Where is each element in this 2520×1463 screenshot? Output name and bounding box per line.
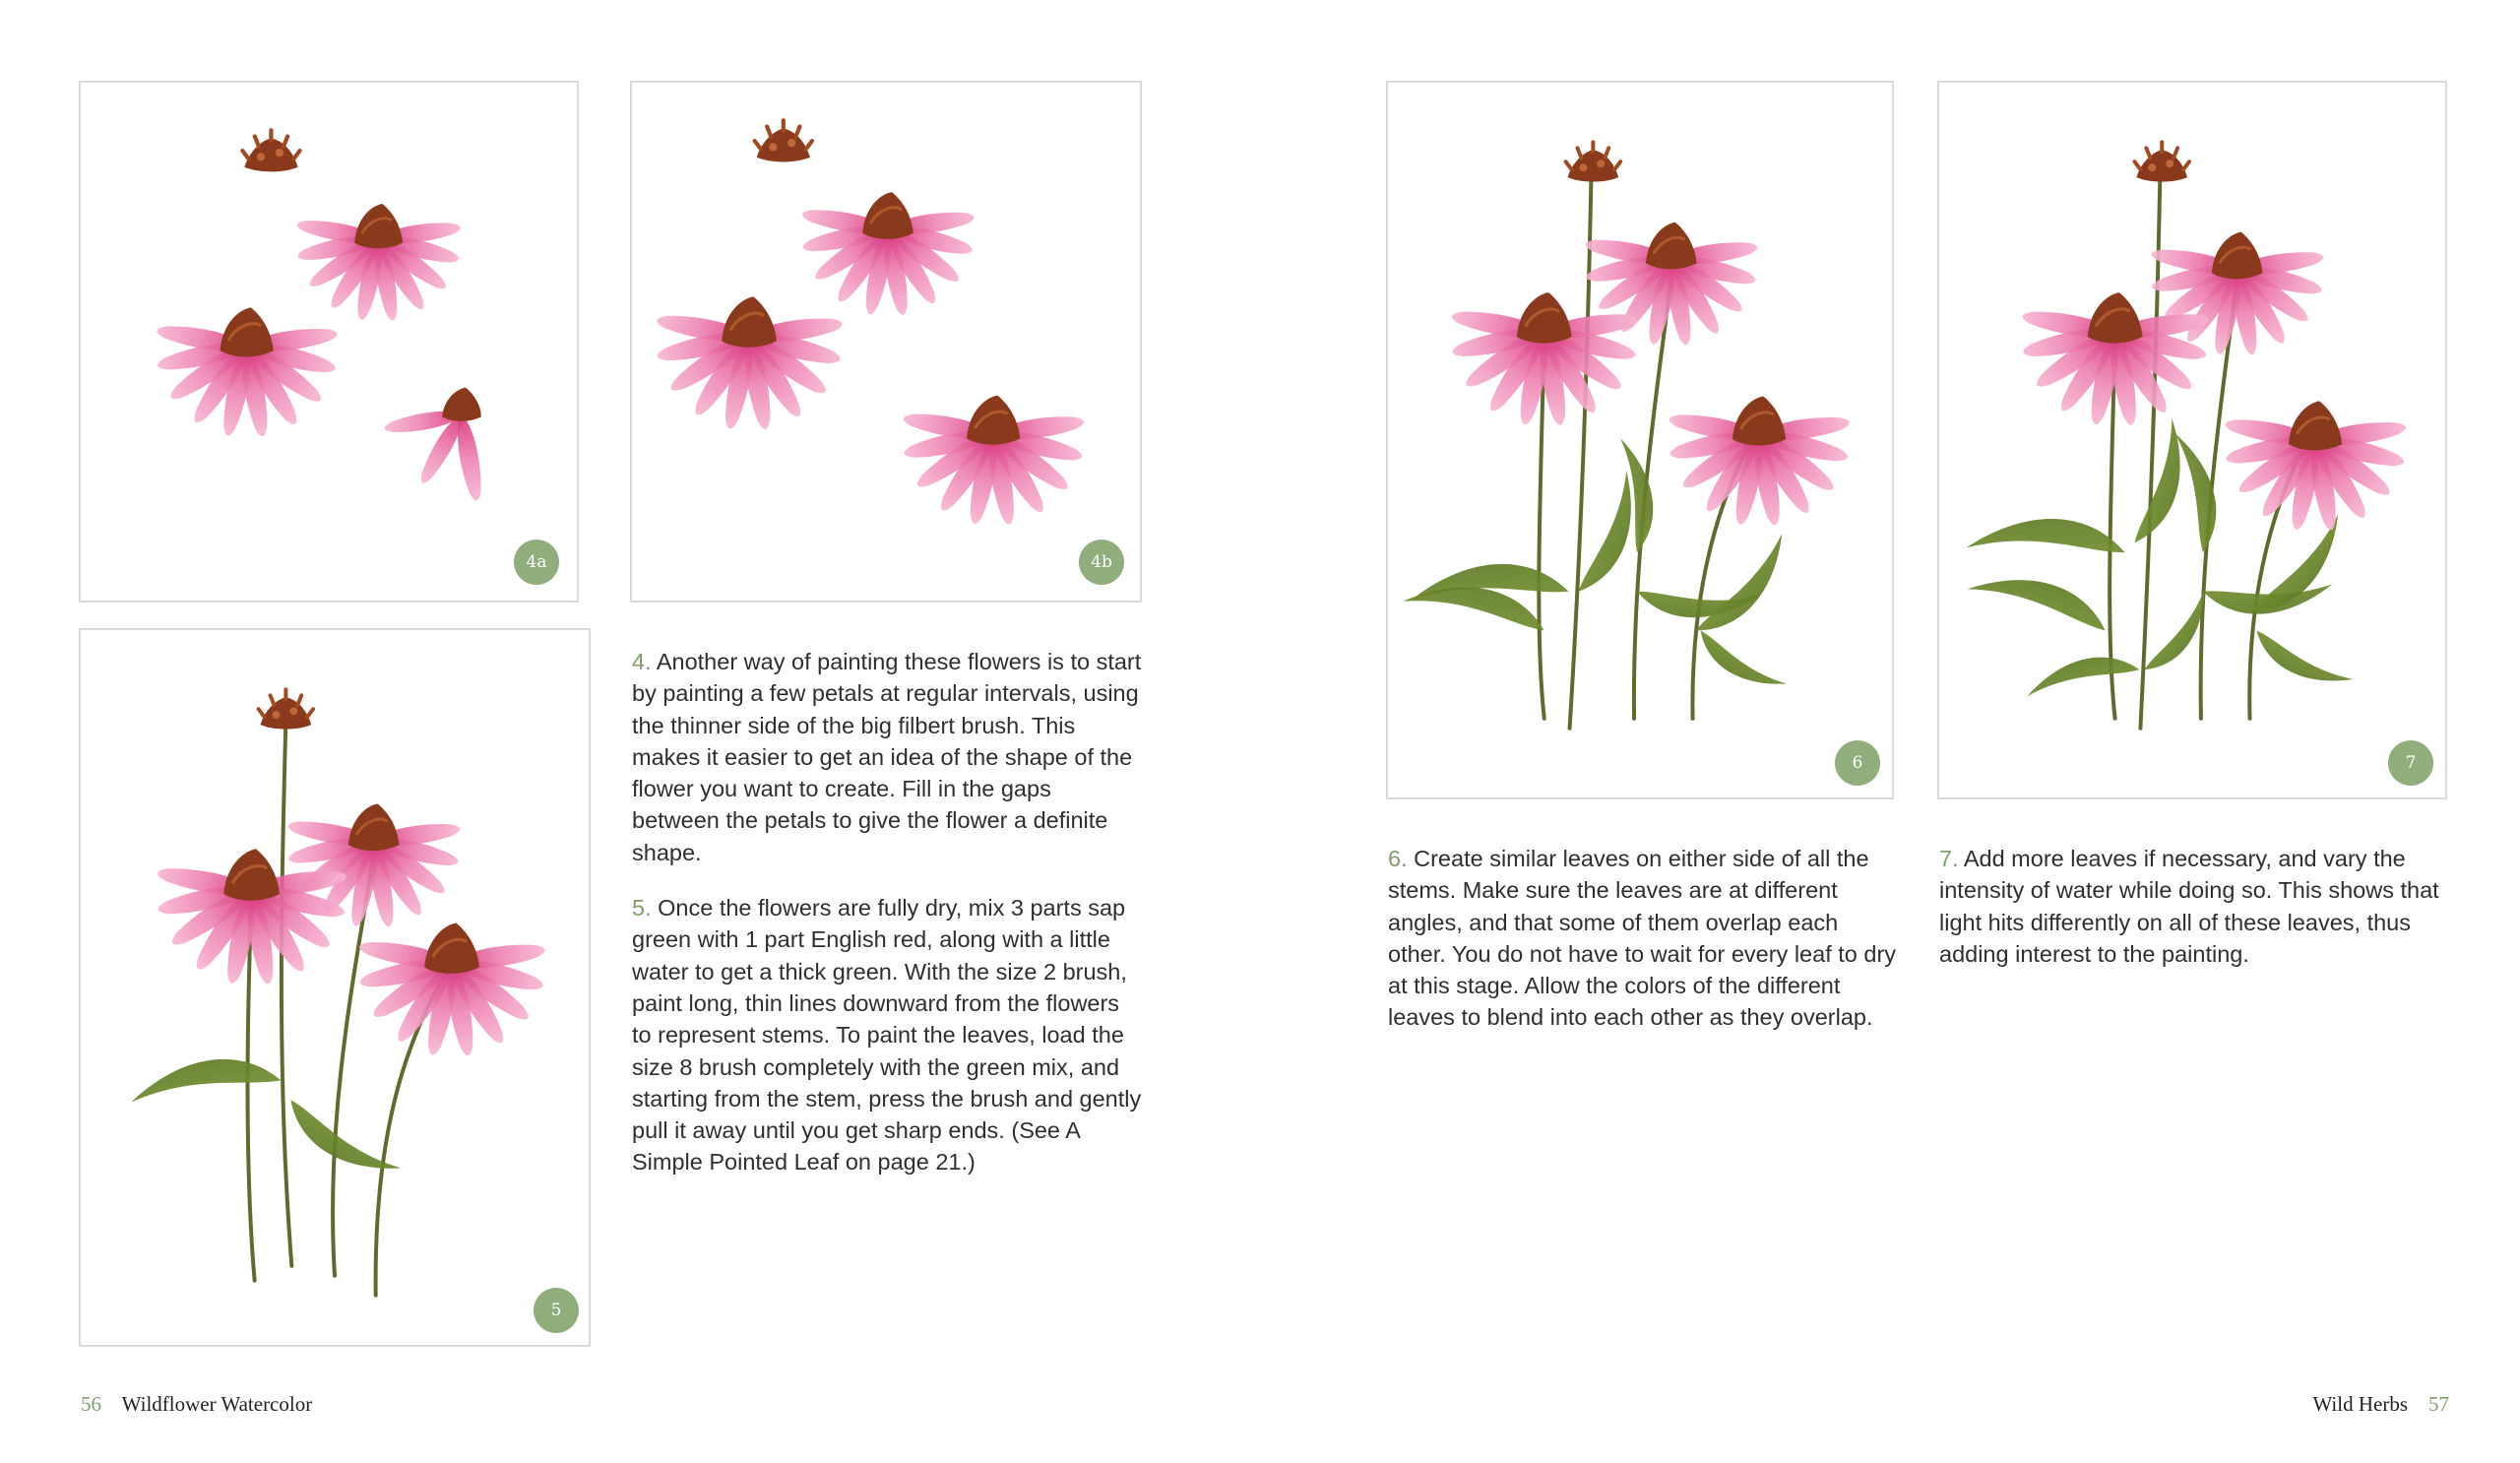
step-7-paragraph — [1939, 843, 2451, 970]
step-6-paragraph — [1388, 843, 1898, 1034]
watercolor-painting-4b — [632, 83, 1140, 601]
illustration-5 — [79, 628, 591, 1347]
step-badge: 5 — [534, 1288, 579, 1333]
instructions-7 — [1939, 843, 2451, 993]
book-title: Wildflower Watercolor — [121, 1392, 313, 1416]
watercolor-painting-7 — [1939, 83, 2445, 797]
step-text: Another way of painting these flowers is to start by painting a few petals at regular intervals, using the thinner side of the big filbert brush. This makes it easier to get an idea of the shape of the flower you want to create. Fill in the gaps between the petals to give the flower a definite shape. — [632, 649, 1142, 865]
step-badge: 7 — [2388, 740, 2433, 786]
step-badge: 6 — [1835, 740, 1880, 786]
instructions-6 — [1388, 843, 1898, 1057]
illustration-6 — [1386, 81, 1894, 799]
watercolor-painting-4a — [81, 83, 577, 601]
page-number-right: 57 — [2428, 1392, 2449, 1416]
chapter-title: Wild Herbs — [2312, 1392, 2408, 1416]
step-number: 6. — [1388, 846, 1408, 871]
illustration-4a — [79, 81, 579, 603]
illustration-7 — [1937, 81, 2447, 799]
page-number-left: 56 — [81, 1392, 101, 1416]
watercolor-painting-5 — [81, 630, 589, 1345]
step-5-paragraph — [632, 892, 1144, 1178]
footer-left — [81, 1392, 312, 1417]
footer-right — [2312, 1392, 2449, 1417]
step-badge: 4a — [514, 540, 559, 585]
watercolor-painting-6 — [1388, 83, 1892, 797]
step-number: 7. — [1939, 846, 1959, 871]
step-text: Add more leaves if necessary, and vary the intensity of water while doing so. This shows that light hits differently on all of these leaves, thus adding interest to the painting. — [1939, 846, 2439, 967]
step-text: Once the flowers are fully dry, mix 3 parts sap green with 1 part English red, along with a little water to get a thick green. With the size 2 brush, paint long, thin lines downward from the flowers to represent stems. To paint the leaves, load the size 8 brush completely with the green mix, and starting from the stem, press the brush and gently pull it away until you get sharp ends. (See A Simple Pointed Leaf on page 21.) — [632, 895, 1142, 1176]
step-number: 5. — [632, 895, 652, 922]
illustration-4b — [630, 81, 1142, 603]
step-4-paragraph — [632, 646, 1144, 868]
instructions-4-5 — [632, 646, 1144, 1202]
step-badge: 4b — [1079, 540, 1124, 585]
step-number: 4. — [632, 649, 652, 674]
step-text: Create similar leaves on either side of all the stems. Make sure the leaves are at different angles, and that some of them overlap each other. You do not have to wait for every leaf to dry at this stage. Allow the colors of the different leaves to blend into each other as they overlap. — [1388, 846, 1897, 1031]
